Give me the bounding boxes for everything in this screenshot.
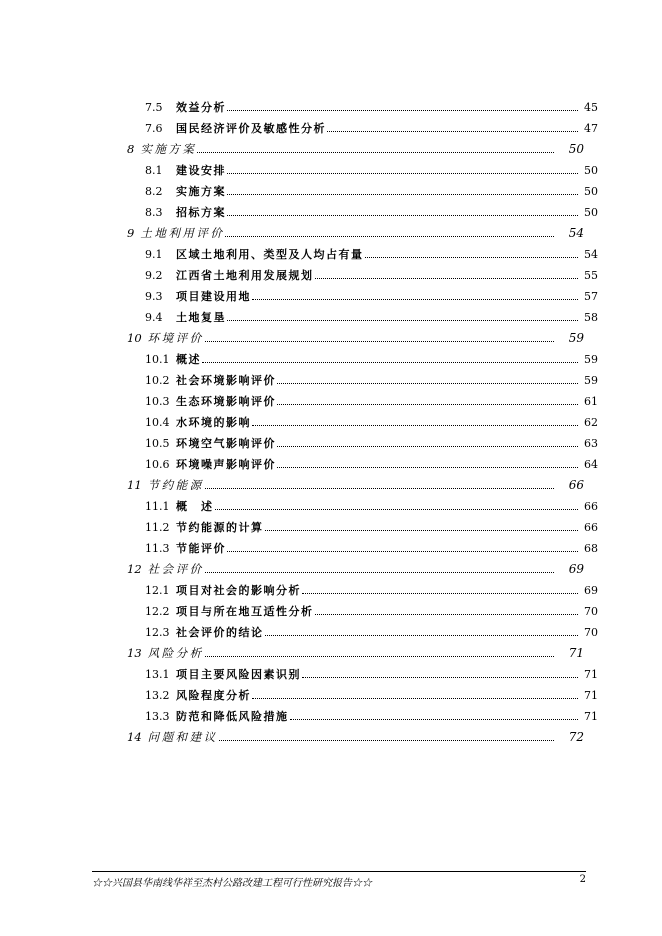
toc-entry-page: 70 <box>584 605 598 618</box>
toc-entry-title: 建设安排 <box>176 164 226 177</box>
table-of-contents <box>0 93 662 744</box>
toc-entry-number: 12.3 <box>145 626 170 639</box>
toc-entry-page: 59 <box>584 374 598 387</box>
toc-dot-leader <box>205 571 554 573</box>
toc-entry-page: 61 <box>584 395 598 408</box>
toc-entry-title: 问题和建议 <box>147 730 218 744</box>
toc-dot-leader <box>327 130 578 132</box>
toc-entry-title: 项目主要风险因素识别 <box>176 668 301 681</box>
toc-entry-title: 风险程度分析 <box>176 689 251 702</box>
toc-entry-title: 概 述 <box>176 500 214 513</box>
toc-section-entry[interactable] <box>0 408 662 429</box>
toc-section-entry[interactable] <box>0 93 662 114</box>
toc-dot-leader <box>265 529 579 531</box>
toc-entry-page: 62 <box>584 416 598 429</box>
toc-section-entry[interactable] <box>0 534 662 555</box>
toc-entry-number: 9.3 <box>145 290 163 303</box>
toc-dot-leader <box>315 277 579 279</box>
toc-entry-title: 社会评价的结论 <box>176 626 264 639</box>
toc-entry-number: 11.3 <box>145 542 170 555</box>
toc-entry-number: 8.3 <box>145 206 163 219</box>
toc-entry-title: 项目对社会的影响分析 <box>176 584 301 597</box>
toc-entry-page: 71 <box>584 710 598 723</box>
toc-entry-number: 10.1 <box>145 353 170 366</box>
toc-entry-number: 12.2 <box>145 605 170 618</box>
toc-dot-leader <box>227 193 578 195</box>
toc-entry-title: 节能评价 <box>176 542 226 555</box>
toc-dot-leader <box>219 739 554 741</box>
toc-entry-number: 13 <box>127 646 142 660</box>
toc-entry-number: 9.2 <box>145 269 163 282</box>
toc-dot-leader <box>227 214 578 216</box>
toc-entry-page: 59 <box>568 331 584 345</box>
toc-section-entry[interactable] <box>0 576 662 597</box>
toc-entry-number: 8.2 <box>145 185 163 198</box>
toc-entry-page: 71 <box>584 668 598 681</box>
toc-entry-title: 风险分析 <box>147 646 204 660</box>
toc-entry-title: 环境噪声影响评价 <box>176 458 276 471</box>
toc-entry-title: 效益分析 <box>176 101 226 114</box>
toc-entry-number: 10.5 <box>145 437 170 450</box>
toc-chapter-entry[interactable] <box>0 324 662 345</box>
footer-title: ☆☆兴国县华南线华祥至杰村公路改建工程可行性研究报告☆☆ <box>92 878 372 889</box>
toc-entry-number: 8 <box>127 142 135 156</box>
toc-entry-number: 7.5 <box>145 101 163 114</box>
toc-chapter-entry[interactable] <box>0 723 662 744</box>
toc-entry-title: 区域土地利用、类型及人均占有量 <box>176 248 364 261</box>
toc-dot-leader <box>205 487 554 489</box>
toc-section-entry[interactable] <box>0 156 662 177</box>
toc-entry-title: 项目建设用地 <box>176 290 251 303</box>
footer-divider <box>92 871 586 872</box>
toc-section-entry[interactable] <box>0 492 662 513</box>
toc-section-entry[interactable] <box>0 345 662 366</box>
toc-section-entry[interactable] <box>0 660 662 681</box>
toc-entry-title: 节约能源 <box>147 478 204 492</box>
toc-entry-page: 45 <box>584 101 598 114</box>
toc-entry-page: 71 <box>584 689 598 702</box>
toc-entry-title: 项目与所在地互适性分析 <box>176 605 314 618</box>
toc-entry-number: 13.1 <box>145 668 170 681</box>
toc-entry-title: 概述 <box>176 353 201 366</box>
toc-dot-leader <box>302 676 578 678</box>
toc-entry-number: 10.2 <box>145 374 170 387</box>
toc-section-entry[interactable] <box>0 681 662 702</box>
toc-section-entry[interactable] <box>0 303 662 324</box>
toc-entry-page: 50 <box>568 142 584 156</box>
toc-entry-number: 9.1 <box>145 248 163 261</box>
toc-dot-leader <box>365 256 579 258</box>
toc-dot-leader <box>290 718 579 720</box>
toc-entry-number: 10.3 <box>145 395 170 408</box>
toc-entry-page: 58 <box>584 311 598 324</box>
toc-dot-leader <box>252 298 578 300</box>
toc-section-entry[interactable] <box>0 618 662 639</box>
toc-entry-page: 68 <box>584 542 598 555</box>
toc-dot-leader <box>227 550 578 552</box>
toc-dot-leader <box>227 172 578 174</box>
toc-dot-leader <box>277 403 578 405</box>
toc-entry-title: 防范和降低风险措施 <box>176 710 289 723</box>
toc-section-entry[interactable] <box>0 240 662 261</box>
toc-dot-leader <box>205 655 554 657</box>
toc-entry-page: 57 <box>584 290 598 303</box>
toc-entry-page: 59 <box>584 353 598 366</box>
toc-entry-page: 50 <box>584 206 598 219</box>
toc-entry-number: 14 <box>127 730 142 744</box>
toc-section-entry[interactable] <box>0 114 662 135</box>
toc-entry-page: 63 <box>584 437 598 450</box>
toc-chapter-entry[interactable] <box>0 135 662 156</box>
toc-section-entry[interactable] <box>0 282 662 303</box>
toc-entry-page: 50 <box>584 164 598 177</box>
toc-entry-title: 实施方案 <box>176 185 226 198</box>
toc-entry-title: 节约能源的计算 <box>176 521 264 534</box>
toc-section-entry[interactable] <box>0 198 662 219</box>
toc-entry-page: 69 <box>568 562 584 576</box>
toc-entry-number: 12 <box>127 562 142 576</box>
toc-chapter-entry[interactable] <box>0 219 662 240</box>
toc-entry-number: 13.3 <box>145 710 170 723</box>
toc-entry-number: 11 <box>127 478 142 492</box>
toc-entry-number: 11.1 <box>145 500 170 513</box>
toc-entry-page: 54 <box>568 226 584 240</box>
toc-entry-page: 70 <box>584 626 598 639</box>
toc-entry-title: 江西省土地利用发展规划 <box>176 269 314 282</box>
toc-dot-leader <box>252 697 578 699</box>
toc-entry-title: 国民经济评价及敏感性分析 <box>176 122 326 135</box>
toc-dot-leader <box>202 361 578 363</box>
toc-section-entry[interactable] <box>0 177 662 198</box>
toc-entry-number: 8.1 <box>145 164 163 177</box>
toc-entry-number: 9 <box>127 226 135 240</box>
toc-dot-leader <box>205 340 554 342</box>
toc-entry-page: 64 <box>584 458 598 471</box>
toc-dot-leader <box>225 235 554 237</box>
toc-entry-number: 12.1 <box>145 584 170 597</box>
toc-dot-leader <box>315 613 579 615</box>
toc-chapter-entry[interactable] <box>0 471 662 492</box>
toc-entry-title: 土地复垦 <box>176 311 226 324</box>
toc-entry-number: 9.4 <box>145 311 163 324</box>
toc-entry-page: 55 <box>584 269 598 282</box>
toc-entry-page: 69 <box>584 584 598 597</box>
toc-entry-title: 生态环境影响评价 <box>176 395 276 408</box>
page-footer <box>92 874 586 889</box>
toc-section-entry[interactable] <box>0 261 662 282</box>
toc-section-entry[interactable] <box>0 387 662 408</box>
toc-entry-title: 环境空气影响评价 <box>176 437 276 450</box>
toc-entry-number: 7.6 <box>145 122 163 135</box>
toc-section-entry[interactable] <box>0 450 662 471</box>
toc-entry-number: 11.2 <box>145 521 170 534</box>
toc-entry-number: 10.6 <box>145 458 170 471</box>
toc-entry-page: 66 <box>584 521 598 534</box>
toc-dot-leader <box>227 109 578 111</box>
toc-entry-page: 71 <box>568 646 584 660</box>
toc-entry-title: 社会评价 <box>147 562 204 576</box>
toc-entry-title: 实施方案 <box>140 142 197 156</box>
toc-entry-page: 66 <box>584 500 598 513</box>
toc-entry-page: 47 <box>584 122 598 135</box>
toc-entry-number: 10.4 <box>145 416 170 429</box>
toc-chapter-entry[interactable] <box>0 639 662 660</box>
toc-section-entry[interactable] <box>0 702 662 723</box>
toc-section-entry[interactable] <box>0 366 662 387</box>
toc-entry-number: 10 <box>127 331 142 345</box>
toc-entry-page: 50 <box>584 185 598 198</box>
toc-dot-leader <box>252 424 578 426</box>
footer-page-number: 2 <box>579 874 586 885</box>
toc-dot-leader <box>215 508 579 510</box>
toc-dot-leader <box>277 382 578 384</box>
toc-entry-title: 环境评价 <box>147 331 204 345</box>
toc-entry-page: 66 <box>568 478 584 492</box>
toc-dot-leader <box>197 151 554 153</box>
toc-dot-leader <box>302 592 578 594</box>
toc-chapter-entry[interactable] <box>0 555 662 576</box>
toc-entry-page: 54 <box>584 248 598 261</box>
toc-entry-title: 土地利用评价 <box>140 226 225 240</box>
toc-dot-leader <box>227 319 578 321</box>
toc-section-entry[interactable] <box>0 597 662 618</box>
toc-section-entry[interactable] <box>0 513 662 534</box>
toc-entry-title: 社会环境影响评价 <box>176 374 276 387</box>
toc-entry-title: 水环境的影响 <box>176 416 251 429</box>
toc-entry-page: 72 <box>568 730 584 744</box>
toc-dot-leader <box>277 466 578 468</box>
toc-dot-leader <box>277 445 578 447</box>
toc-section-entry[interactable] <box>0 429 662 450</box>
toc-dot-leader <box>265 634 579 636</box>
toc-entry-title: 招标方案 <box>176 206 226 219</box>
toc-entry-number: 13.2 <box>145 689 170 702</box>
